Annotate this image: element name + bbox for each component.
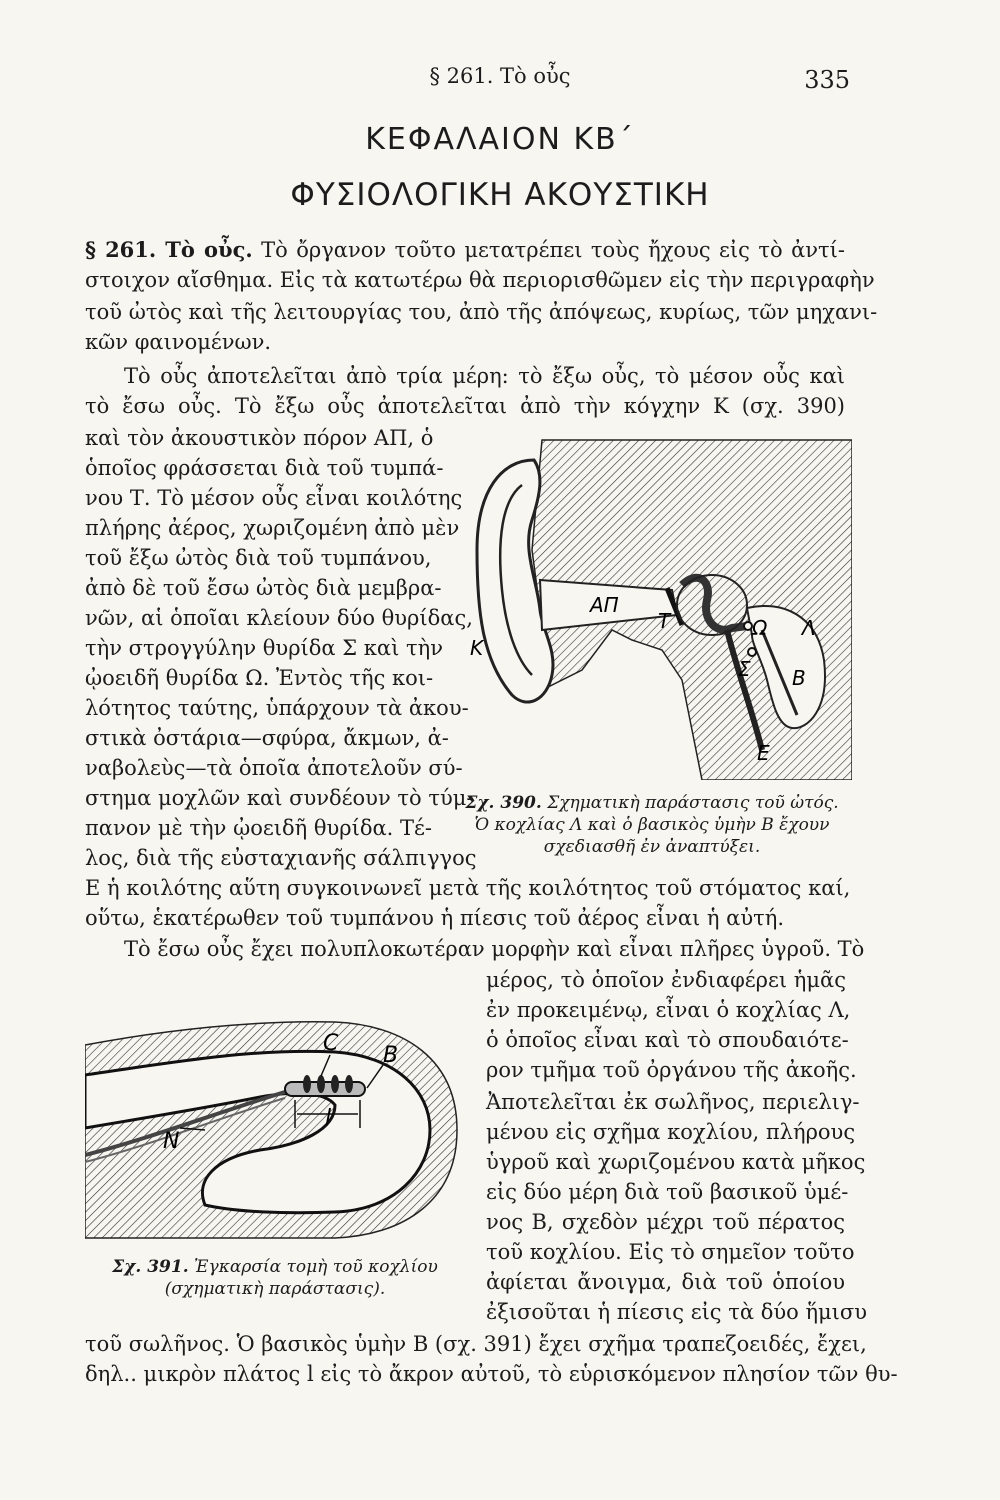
figure-390-label-K: Κ <box>470 636 484 660</box>
paragraph-line: κῶν φαινομένων. <box>85 330 272 354</box>
hair-cell-1 <box>303 1075 311 1093</box>
figure-390-label-AP: ΑΠ <box>590 593 619 617</box>
figure-391-caption-line2: (σχηματικὴ παράστασις). <box>164 1279 386 1299</box>
paragraph-line: μένου εἰς σχῆμα κοχλίου, πλήρους <box>486 1120 856 1144</box>
chapter-label: ΚΕΦΑΛΑΙΟΝ ΚΒ΄ <box>365 122 635 157</box>
paragraph-line: ᾠοειδῆ θυρίδα Ω. Ἐντὸς τῆς κοι- <box>85 666 434 690</box>
running-section-title: § 261. Τὸ οὖς <box>429 64 571 88</box>
hair-cell-4 <box>345 1075 353 1093</box>
round-window <box>748 648 756 656</box>
figure-390-caption-line3: σχεδιασθῆ ἐν ἀναπτύξει. <box>543 837 761 857</box>
figure-390-label-lambda: Λ <box>802 616 816 640</box>
paragraph-line: Τὸ ἔσω οὖς ἔχει πολυπλοκωτέραν μορφὴν καὶ εἶναι πλῆρες ὑγροῦ. Τὸ <box>124 937 865 961</box>
section-heading: § 261. Τὸ οὖς. <box>85 237 253 262</box>
paragraph-line: οὕτω, ἑκατέρωθεν τοῦ τυμπάνου ἡ πίεσις τοῦ ἀέρος εἶναι ἡ αὐτή. <box>85 906 784 930</box>
figure-390-label-E: Ε <box>757 741 770 765</box>
paragraph-line: ἐν προκειμένῳ, εἶναι ὁ κοχλίας Λ, <box>486 998 851 1022</box>
paragraph-line: § 261. Τὸ οὖς. Τὸ ὄργανον τοῦτο μετατρέπει τοὺς ἤχους εἰς τὸ ἀντί- <box>85 237 845 262</box>
paragraph-line: τοῦ ἔξω ὠτὸς διὰ τοῦ τυμπάνου, <box>85 546 432 570</box>
figure-391-caption <box>85 1256 465 1300</box>
page-number: 335 <box>804 66 850 94</box>
paragraph-line: ὑγροῦ καὶ χωριζομένου κατὰ μῆκος <box>486 1150 866 1174</box>
running-header <box>0 64 1000 96</box>
figure-391-cochlea-section <box>85 1000 465 1250</box>
paragraph-line: τοῦ σωλῆνος. Ὁ βασικὸς ὑμὴν Β (σχ. 391) ἔχει σχῆμα τραπεζοειδές, ἔχει, <box>85 1332 867 1356</box>
paragraph-line: μέρος, τὸ ὁποῖον ἐνδιαφέρει ἡμᾶς <box>486 968 846 992</box>
figure-391-label-N: N <box>163 1129 180 1154</box>
figure-391-label-C: C <box>323 1031 339 1056</box>
figure-391-caption-label: Σχ. 391. <box>112 1257 189 1277</box>
chapter-title: ΦΥΣΙΟΛΟΓΙΚΗ ΑΚΟΥΣΤΙΚΗ <box>290 177 710 213</box>
figure-390-ear-diagram <box>462 430 852 780</box>
paragraph-line: ὁποῖος φράσσεται διὰ τοῦ τυμπά- <box>85 456 444 480</box>
figure-390-caption <box>452 792 852 858</box>
paragraph-line: Ἀποτελεῖται ἐκ σωλῆνος, περιελιγ- <box>486 1090 860 1114</box>
paragraph-line: στικὰ ὀστάρια—σφύρα, ἄκμων, ἀ- <box>85 726 449 750</box>
figure-390-caption-line1: Σχηματικὴ παράστασις τοῦ ὠτός. <box>547 793 839 813</box>
paragraph-line: ρον τμῆμα τοῦ ὀργάνου τῆς ἀκοῆς. <box>486 1058 857 1082</box>
paragraph-line: λότητος ταύτης, ὑπάρχουν τὰ ἀκου- <box>85 696 469 720</box>
paragraph-line: ὁ ὁποῖος εἶναι καὶ τὸ σπουδαιότε- <box>486 1028 849 1052</box>
paragraph-line: πανον μὲ τὴν ᾠοειδῆ θυρίδα. Τέ- <box>85 816 432 840</box>
paragraph-line: ἐξισοῦται ἡ πίεσις εἰς τὰ δύο ἥμισυ <box>486 1300 868 1324</box>
figure-390-label-sigma: Σ <box>738 657 751 681</box>
paragraph-line: τοῦ ὠτὸς καὶ τῆς λειτουργίας του, ἀπὸ τῆς ἀπόψεως, κυρίως, τῶν μηχανι- <box>85 300 878 324</box>
paragraph-line: ἀπὸ δὲ τοῦ ἔσω ὠτὸς διὰ μεμβρα- <box>85 576 442 600</box>
figure-390-label-T: Τ <box>658 609 671 633</box>
paragraph-line: νῶν, αἱ ὁποῖαι κλείουν δύο θυρίδας, <box>85 606 473 630</box>
paragraph-line: νος Β, σχεδὸν μέχρι τοῦ πέρατος <box>486 1210 845 1234</box>
paragraph-line: καὶ τὸν ἀκουστικὸν πόρον ΑΠ, ὁ <box>85 426 434 450</box>
basilar-membrane-rect <box>285 1082 365 1096</box>
paragraph-line: στοιχον αἴσθημα. Εἰς τὰ κατωτέρω θὰ περιορισθῶμεν εἰς τὴν περιγραφὴν <box>85 268 875 292</box>
paragraph-line: δηλ.. μικρὸν πλάτος l εἰς τὸ ἄκρον αὐτοῦ, τὸ εὑρισκόμενον πλησίον τῶν θυ- <box>85 1362 898 1386</box>
paragraph-line: νου Τ. Τὸ μέσον οὖς εἶναι κοιλότης <box>85 486 463 510</box>
paragraph-line: Τὸ οὖς ἀποτελεῖται ἀπὸ τρία μέρη: τὸ ἔξω οὖς, τὸ μέσον οὖς καὶ <box>124 364 845 388</box>
paragraph-line: τοῦ κοχλίου. Εἰς τὸ σημεῖον τοῦτο <box>486 1240 855 1264</box>
figure-391-label-B: B <box>383 1043 399 1068</box>
paragraph-line: Ε ἡ κοιλότης αὕτη συγκοινωνεῖ μετὰ τῆς κοιλότητος τοῦ στόματος καί, <box>85 876 851 900</box>
figure-390-caption-label: Σχ. 390. <box>465 793 542 813</box>
paragraph-line: τὸ ἔσω οὖς. Τὸ ἔξω οὖς ἀποτελεῖται ἀπὸ τὴν κόγχην Κ (σχ. 390) <box>85 394 845 418</box>
paragraph-line: ἀφίεται ἄνοιγμα, διὰ τοῦ ὁποίου <box>486 1270 845 1294</box>
paragraph-line: ναβολεὺς—τὰ ὁποῖα ἀποτελοῦν σύ- <box>85 756 463 780</box>
figure-391-caption-line1: Ἐγκαρσία τομὴ τοῦ κοχλίου <box>194 1257 438 1277</box>
figure-390-label-B: Β <box>792 666 806 690</box>
paragraph-line: στημα μοχλῶν καὶ συνδέουν τὸ τύμ- <box>85 786 474 810</box>
paragraph-line: πλήρης ἀέρος, χωριζομένη ἀπὸ μὲν <box>85 516 460 540</box>
paragraph-line: εἰς δύο μέρη διὰ τοῦ βασικοῦ ὑμέ- <box>486 1180 849 1204</box>
paragraph-line: τὴν στρογγύλην θυρίδα Σ καὶ τὴν <box>85 636 443 660</box>
figure-391-label-l: l <box>325 1106 332 1131</box>
figure-390-caption-line2: Ὁ κοχλίας Λ καὶ ὁ βασικὸς ὑμὴν Β ἔχουν <box>474 815 830 835</box>
figure-390-label-omega: Ω <box>752 616 768 640</box>
oval-window <box>744 622 752 630</box>
hair-cell-3 <box>331 1075 339 1093</box>
paragraph-line: λος, διὰ τῆς εὐσταχιανῆς σάλπιγγος <box>85 846 477 870</box>
hair-cell-2 <box>317 1075 325 1093</box>
